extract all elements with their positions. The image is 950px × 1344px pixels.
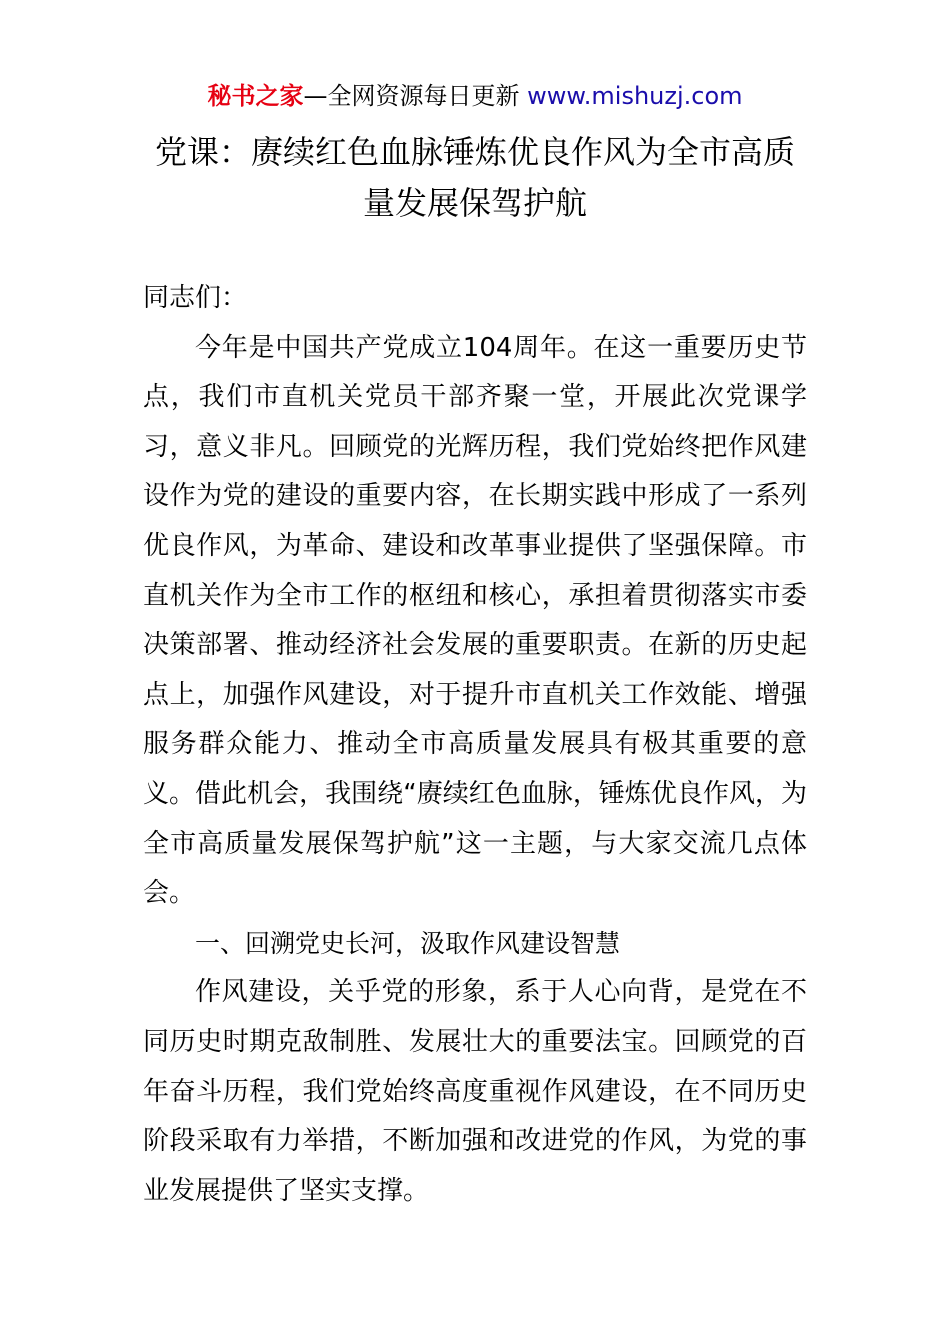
site-header [0, 80, 950, 112]
site-name: 秘书之家 [207, 82, 304, 110]
paragraph-intro: 今年是中国共产党成立104周年。在这一重要历史节点，我们市直机关党员干部齐聚一堂，开展此次党课学习，意义非凡。回顾党的光辉历程，我们党始终把作风建设作为党的建设的重要内容，在长期实践中形成了一系列优良作风，为革命、建设和改革事业提供了坚强保障。市直机关作为全市工作的枢纽和核心，承担着贯彻落实市委决策部署、推动经济社会发展的重要职责。在新的历史起点上，加强作风建设，对于提升市直机关工作效能、增强服务群众能力、推动全市高质量发展具有极其重要的意义。借此机会，我围绕“赓续红色血脉，锤炼优良作风，为全市高质量发展保驾护航”这一主题，与大家交流几点体会。 [143, 332, 807, 909]
section-heading: 一、回溯党史长河，汲取作风建设智慧 [195, 928, 621, 958]
site-tagline: —全网资源每日更新 [303, 82, 520, 110]
document-body [143, 274, 807, 1216]
salutation: 同志们： [143, 283, 248, 313]
site-url-link[interactable]: www.mishuzj.com [527, 82, 743, 110]
paragraph-section-1: 作风建设，关乎党的形象，系于人心向背，是党在不同历史时期克敌制胜、发展壮大的重要法宝。回顾党的百年奋斗历程，我们党始终高度重视作风建设，在不同历史阶段采取有力举措，不断加强和改进党的作风，为党的事业发展提供了坚实支撑。 [143, 977, 807, 1206]
document-title: 党课：赓续红色血脉锤炼优良作风为全市高质量发展保驾护航 [154, 133, 795, 222]
